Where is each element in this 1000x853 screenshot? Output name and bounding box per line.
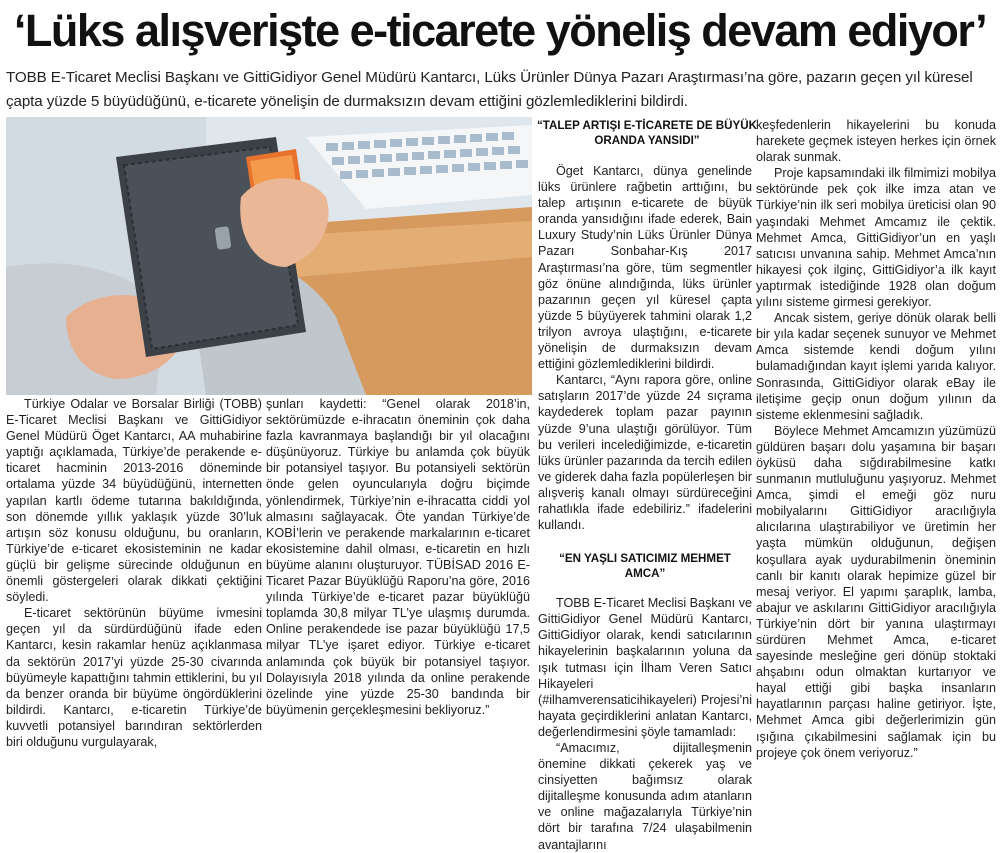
paragraph: Böylece Mehmet Amcamızın yüzümüzü güldüren başarı dolu yaşamına bir başarı öyküsü daha sığdırabilmesine katkı sunmanın mutluluğunu yaşıyoruz. Mehmet Amca, şimdi el emeği göz nuru mobilyalarını GittiGidiyor aracılığıyla alıcılarına ulaştırabiliyor ve üretimin her yaşta mümkün olduğunun, değişen koşullara ayak uydurabilmenin öneminin canlı bir kanıtı olarak hepimize güzel bir mesaj veriyor. El yapımı şaraplık, lamba, abajur ve askılarını GittiGidiyor aracılığıyla Türkiye’nin dört bir yanına ulaştırmayı sürdüren Mehmet Amca, e-ticaret sayesinde mesleğine geri dönüp stoktaki ahşabını odun olmaktan kurtarıyor ve hayal ettiği gibi başka insanların hayatlarının parçası haline getiriyor. İşte, Mehmet Amca gibi değerlerimizin gün ışığına çıkabilmesini sağlamak için bu projeye çok önem veriyoruz.” [756,423,996,760]
article-column-3 [538,163,752,853]
paragraph: Proje kapsamındaki ilk filmimizi mobilya sektöründe pek çok ilke imza atan ve Türkiye’nin ilk seri mobilya üreticisi olan 90 yaşındaki Mehmet Amcamız ile çektik. Mehmet Amca, GittiGidiyor’un en yaşlı satıcısı unvanına sahip. Mehmet Amca’nın hikayesi çok ilginç, GittiGidiyor’a ilk kayıt yaptırmak istediğinde 1928 olan doğum yılını sisteme girmesi gerekiyor. [756,166,996,310]
article-column-2 [266,396,530,718]
article-photo [6,117,532,395]
subheading-talep-artisi: “TALEP ARTIŞI E-TİCARETE DE BÜYÜK ORANDA YANSIDI” [536,119,758,147]
paragraph: Öget Kantarcı, dünya genelinde lüks ürünlere rağbetin arttığını, bu talep artışının e-ticarete de büyük oranda yansıdığını ifade ederek, Bain Luxury Study’nin Lüks Ürünler Dünya Pazarı Sonbahar-Kış 2017 Araştırması’na göre, tüm segmentler göz önüne alındığında, lüks ürünler pazarının geçen yıl küresel çapta yüzde 5 büyüyerek tahmini olarak 1,2 trilyon avroya ulaştığını, e-ticarete yönelişin de durmaksızın devam ettiğini gözlemlediklerini bildirdi. [538,164,752,372]
paragraph: keşfedenlerin hikayelerini bu konuda harekete geçmek isteyen herkes için örnek olarak sunmak. [756,118,996,165]
paragraph: TOBB E-Ticaret Meclisi Başkanı ve GittiGidiyor Genel Müdürü Kantarcı, GittiGidiyor olarak, kendi satıcılarının hikayelerinin başkalarının yoluna da ışık tutması için İlham Veren Satıcı Hikayeleri (#ilhamverensaticihikayeleri) Projesi’ni hayata geçirdiklerini anlatan Kantarcı, değerlendirmesini şöyle tamamladı: [538,596,752,739]
paragraph: E-ticaret sektörünün büyüme ivmesini geçen yıl da sürdürdüğünü ifade eden Kantarcı, kesin rakamlar henüz açıklanmasa da sektörün 2017’yi yüzde 25-30 civarında büyümeyle kapattığını tahmin ettiklerini, bu yıl da benzer oranda bir büyüme öngördüklerini bildirdi. Kantarcı, e-ticaretin Türkiye’de kuvvetli potansiyel barındıran sektörlerden biri olduğunu vurgulayarak, [6,606,262,749]
lead-paragraph: TOBB E-Ticaret Meclisi Başkanı ve GittiGidiyor Genel Müdürü Kantarcı, Lüks Ürünler Dünya Pazarı Araştırması’na göre, pazarın geçen yıl küresel çapta yüzde 5 büyüdüğünü, e-ticarete yönelişin de durmaksızın devam ettiğini gözlemlediklerini bildirdi. [6,69,973,110]
headline: ‘Lüks alışverişte e-ticarete yöneliş devam ediyor’ [13,5,987,56]
paragraph: Ancak sistem, geriye dönük olarak belli bir yıla kadar seçenek sunuyor ve Mehmet Amca sistemde kendi doğum yılını bulamadığından kayıt işlemi yarıda kalıyor. Sonrasında, GittiGidiyor olarak eBay ile iletişime geçip onun doğum yılının da sisteme eklenmesini sağladık. [756,311,996,422]
article-column-1 [6,396,262,750]
paragraph: “Amacımız, dijitalleşmenin önemine dikkati çekerek yaş ve cinsiyetten bağımsız olarak dijitalleşme konusunda adım atanların ve online mağazalarıyla Türkiye’nin dört bir tarafına 7/24 ulaşabilmenin avantajlarını [538,741,752,852]
wallet-card-keyboard-photo-icon [6,117,532,395]
article-column-4 [756,117,996,761]
paragraph: Türkiye Odalar ve Borsalar Birliği (TOBB) E-Ticaret Meclisi Başkanı ve GittiGidiyor Genel Müdürü Öget Kantarcı, AA muhabirine yaptığı açıklamada, Türkiye’de perakende e-ticaret hacminin 2013-2016 döneminde ortalama yüzde 34 büyüdüğünü, internetten yapılan kartlı ödeme tutarına bakıldığında, son dönemde yıllık yaklaşık yüzde 30’luk artışın söz konusu olduğunu, bu oranların, Türkiye’de e-ticaret ekosisteminin ne kadar güçlü bir gelişme sürecinde olduğunun en önemli göstergeleri olarak dikkati çektiğini söyledi. [6,397,262,605]
paragraph: Kantarcı, “Aynı rapora göre, online satışların 2017’de yüzde 24 sıçrama kaydederek toplam pazar payının yüzde 9’una ulaştığı görülüyor. Tüm bu verileri incelediğimizde, e-ticaretin lüks ürünler pazarında da tercih edilen ve giderek daha fazla popülerleşen bir alışveriş kanalı olmayı sürdüreceğini rahatlıkla ifade edebiliriz.” ifadelerini kullandı. [538,373,752,533]
subheading-en-yasli-satici: “EN YAŞLI SATICIMIZ MEHMET AMCA” [559,552,731,581]
paragraph: şunları kaydetti: “Genel olarak 2018’in, sektörümüzde e-ihracatın öneminin çok daha fazla kavranmaya başlandığı bir yıl olacağını düşünüyoruz. Türkiye bu anlamda çok büyük bir potansiyel taşıyor. Bu potansiyeli sektörün önde gelen oyuncularıyla doğru biçimde yönlendirmek, Türkiye’nin e-ihracatta ciddi yol almasını sağlayacak. Öte yandan Türkiye’de KOBİ’lerin ve perakende markalarının e-ticaret ekosistemine dahil olması, e-ticaretin en hızlı büyüme alanını oluşturuyor. TÜBİSAD 2016 E-Ticaret Pazar Büyüklüğü Raporu’na göre, 2016 yılında Türkiye’de e-ticaret pazar büyüklüğü toplamda 30,8 milyar TL’ye ulaşmış durumda. Online perakendede ise pazar büyüklüğü 17,5 milyar TL’ye işaret ediyor. Türkiye e-ticaret anlamında çok büyük bir potansiyel taşıyor. Dolayısıyla 2018 yılında da online perakende özelinde yine yüzde 25-30 bandında bir büyümenin gerçekleşmesini bekliyoruz.” [266,397,530,717]
